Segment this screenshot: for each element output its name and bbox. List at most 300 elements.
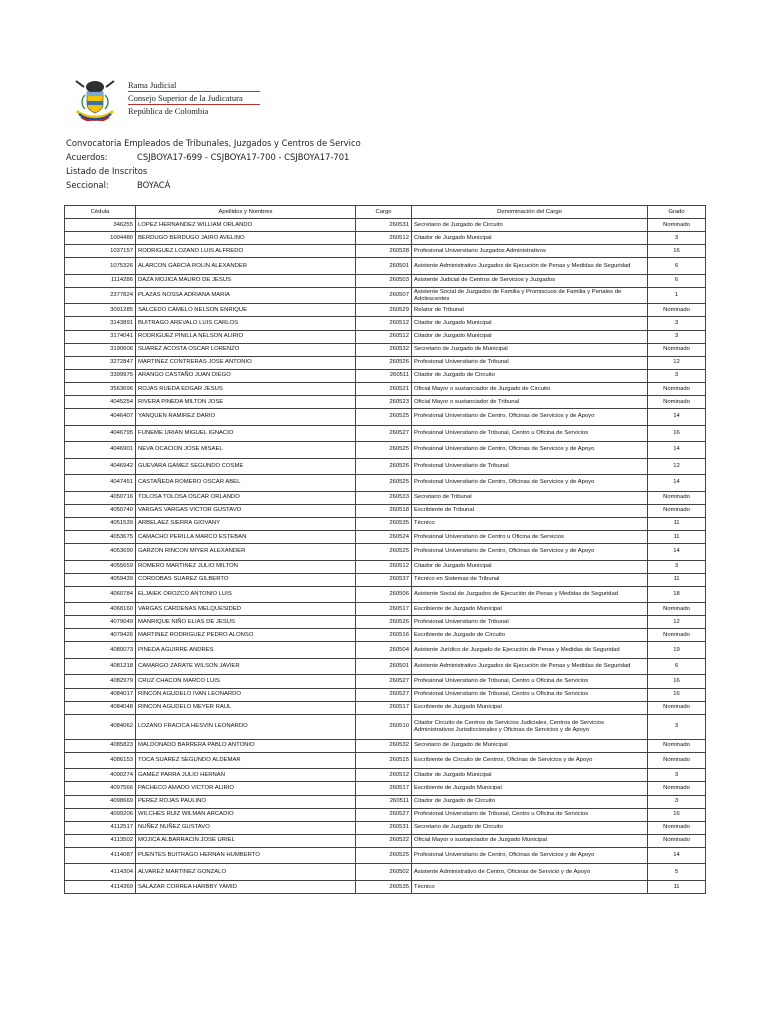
cell-nombre: FUNEME URIAN MIGUEL IGNACIO	[136, 425, 356, 442]
cell-cedula: 4050716	[65, 491, 136, 504]
cell-cedula: 4084048	[65, 701, 136, 714]
org-line-3: República de Colombia	[128, 106, 209, 116]
cell-cargo: 260525	[356, 409, 412, 426]
cell-cargo: 260510	[356, 714, 412, 739]
cell-grado: Nominado	[648, 491, 706, 504]
table-row	[65, 287, 706, 304]
organization-name	[128, 80, 260, 116]
cell-cargo: 260504	[356, 642, 412, 659]
cell-grado: Nominado	[648, 382, 706, 395]
cell-cedula: 4046901	[65, 442, 136, 459]
cell-grado: 1	[648, 287, 706, 304]
cell-cargo: 260525	[356, 847, 412, 864]
table-row	[65, 864, 706, 881]
table-row	[65, 795, 706, 808]
cell-denominacion: Secretario de Juzgado de Circuito	[412, 219, 648, 232]
cell-cargo: 260511	[356, 795, 412, 808]
cell-cedula: 4112517	[65, 821, 136, 834]
cell-nombre: ELJAIEK OROZCO ANTONIO LUIS	[136, 586, 356, 603]
cell-nombre: SALCEDO CAMELO NELSON ENRIQUE	[136, 304, 356, 317]
cell-nombre: PEREZ ROJAS PAULINO	[136, 795, 356, 808]
table-row	[65, 491, 706, 504]
table-row	[65, 396, 706, 409]
cell-cargo: 260507	[356, 287, 412, 304]
cell-denominacion: Citador de Juzgado de Circuito	[412, 795, 648, 808]
cell-cargo: 260522	[356, 834, 412, 847]
cell-nombre: CASTAÑEDA ROMERO OSCAR ABEL	[136, 475, 356, 492]
cell-grado: 16	[648, 245, 706, 258]
cell-nombre: PINEDA AGUIRRE ANDRES	[136, 642, 356, 659]
cell-cargo: 260526	[356, 616, 412, 629]
table-row	[65, 560, 706, 573]
cell-cedula: 4114087	[65, 847, 136, 864]
cell-nombre: ROJAS RUEDA EDGAR JESUS	[136, 382, 356, 395]
cell-grado: 12	[648, 616, 706, 629]
cell-denominacion: Citador de Juzgado Municipal	[412, 769, 648, 782]
cell-grado: Nominado	[648, 701, 706, 714]
cell-nombre: BERDUGO BERDUGO JAIRO AVELINO	[136, 232, 356, 245]
cell-cedula: 4086153	[65, 752, 136, 769]
org-rule	[128, 104, 260, 105]
cell-cedula: 4059439	[65, 573, 136, 586]
table-row	[65, 330, 706, 343]
table-row	[65, 847, 706, 864]
cell-denominacion: Asistente Social de Juzgados de Ejecución de Penas y Medidas de Seguridad	[412, 586, 648, 603]
cell-cedula: 4084062	[65, 714, 136, 739]
cell-nombre: GARZON RINCON MIYER ALEXANDER	[136, 544, 356, 561]
table-row	[65, 544, 706, 561]
cell-grado: 3	[648, 232, 706, 245]
cell-denominacion: Profesional Universitario de Centro, Oficinas de Servicios y de Apoyo	[412, 475, 648, 492]
cell-denominacion: Oficial Mayor o sustanciador de Juzgado de Circuito	[412, 382, 648, 395]
cell-nombre: PACHECO AMADO VICTOR ALIRIO	[136, 782, 356, 795]
table-row	[65, 586, 706, 603]
cell-nombre: VARGAS VARGAS VICTOR GUSTAVO	[136, 504, 356, 517]
cell-grado: Nominado	[648, 504, 706, 517]
table-row	[65, 808, 706, 821]
cell-denominacion: Profesional Universitario de Tribunal, Centro u Oficina de Servicios	[412, 675, 648, 688]
cell-denominacion: Profesional Universitario de Tribunal, Centro u Oficina de Servicios	[412, 808, 648, 821]
cell-cargo: 260515	[356, 752, 412, 769]
cell-nombre: NUÑEZ NUÑEZ GUSTAVO	[136, 821, 356, 834]
cell-grado: 16	[648, 425, 706, 442]
cell-cedula: 4113502	[65, 834, 136, 847]
cell-cedula: 4079426	[65, 629, 136, 642]
cell-nombre: LOZANO FRACICA HESVIN LEONARDO	[136, 714, 356, 739]
table-row	[65, 356, 706, 369]
cell-cargo: 260528	[356, 245, 412, 258]
cell-cedula: 4053690	[65, 544, 136, 561]
table-row	[65, 752, 706, 769]
cell-nombre: MALDONADO BARRERA PABLO ANTONIO	[136, 739, 356, 752]
cell-cargo: 260531	[356, 219, 412, 232]
cell-denominacion: Escribiente de Juzgado Municipal	[412, 701, 648, 714]
table-row	[65, 475, 706, 492]
cell-grado: Nominado	[648, 834, 706, 847]
cell-grado: 14	[648, 847, 706, 864]
cell-cedula: 4047451	[65, 475, 136, 492]
cell-denominacion: Profesional Universitario de Tribunal, Centro u Oficina de Servicios	[412, 688, 648, 701]
table-row	[65, 504, 706, 517]
cell-cedula: 3399975	[65, 369, 136, 382]
cell-nombre: CAMACHO PERILLA MARCO ESTEBAN	[136, 530, 356, 543]
cell-grado: 11	[648, 573, 706, 586]
cell-denominacion: Citador de Juzgado Municipal	[412, 317, 648, 330]
cell-cedula: 4080073	[65, 642, 136, 659]
cell-cargo: 260512	[356, 232, 412, 245]
table-row	[65, 458, 706, 475]
cell-cedula: 4090274	[65, 769, 136, 782]
table-row	[65, 629, 706, 642]
cell-denominacion: Escribiente de Juzgado de Circuito	[412, 629, 648, 642]
table-row	[65, 701, 706, 714]
cell-grado: Nominado	[648, 782, 706, 795]
cell-grado: 3	[648, 795, 706, 808]
table-row	[65, 880, 706, 893]
cell-cedula: 4046942	[65, 458, 136, 475]
table-row	[65, 343, 706, 356]
cell-grado: Nominado	[648, 219, 706, 232]
cell-cedula: 4046407	[65, 409, 136, 426]
table-row	[65, 442, 706, 459]
acuerdos-label: Acuerdos:	[66, 152, 108, 162]
cell-cedula: 2377824	[65, 287, 136, 304]
inscritos-table	[64, 205, 706, 894]
cell-denominacion: Oficial Mayor o sustanciador de Juzgado Municipal	[412, 834, 648, 847]
table-row	[65, 739, 706, 752]
cell-cedula: 4060784	[65, 586, 136, 603]
cell-cargo: 260524	[356, 530, 412, 543]
document-title: Convocatoria Empleados de Tribunales, Juzgados y Centros de Servico	[66, 138, 361, 148]
cell-cedula: 3143891	[65, 317, 136, 330]
table-row	[65, 530, 706, 543]
cell-cedula: 1004480	[65, 232, 136, 245]
cell-nombre: YANQUEN RAMIREZ DARIO	[136, 409, 356, 426]
table-row	[65, 658, 706, 675]
cell-cargo: 260517	[356, 782, 412, 795]
cell-cargo: 260526	[356, 356, 412, 369]
cell-cedula: 1037157	[65, 245, 136, 258]
cell-grado: 6	[648, 274, 706, 287]
cell-cargo: 260512	[356, 560, 412, 573]
cell-cedula: 4068160	[65, 603, 136, 616]
table-row	[65, 616, 706, 629]
cell-denominacion: Oficial Mayor o sustanciador de Tribunal	[412, 396, 648, 409]
cell-denominacion: Profesional Universitario Juzgados Administrativos	[412, 245, 648, 258]
cell-nombre: VARGAS CARDENAS MELQUESIDED	[136, 603, 356, 616]
table-row	[65, 782, 706, 795]
cell-grado: 11	[648, 880, 706, 893]
cell-cargo: 260512	[356, 330, 412, 343]
table-row	[65, 304, 706, 317]
table-row	[65, 769, 706, 782]
cell-nombre: GAMEZ PARRA JULIO HERNAN	[136, 769, 356, 782]
cell-cedula: 3091285	[65, 304, 136, 317]
cell-denominacion: Secretario de Juzgado de Municipal	[412, 343, 648, 356]
table-row	[65, 573, 706, 586]
cell-grado: 11	[648, 517, 706, 530]
cell-grado: 14	[648, 475, 706, 492]
cell-cargo: 260512	[356, 769, 412, 782]
cell-grado: 5	[648, 864, 706, 881]
cell-cargo: 260525	[356, 475, 412, 492]
cell-denominacion: Profesional Universitario de Centro u Oficina de Servicios	[412, 530, 648, 543]
cell-grado: 19	[648, 642, 706, 659]
seccional-value: BOYACÁ	[137, 180, 171, 190]
cell-denominacion: Relator de Tribunal	[412, 304, 648, 317]
cell-denominacion: Asistente Social de Juzgados de Familia y Promiscuos de Familia y Penales de Adolescentes	[412, 287, 648, 304]
cell-cargo: 260533	[356, 491, 412, 504]
cell-grado: 3	[648, 369, 706, 382]
cell-grado: 3	[648, 560, 706, 573]
cell-cedula: 3174041	[65, 330, 136, 343]
cell-denominacion: Profesional Universitario de Centro, Oficinas de Servicios y de Apoyo	[412, 544, 648, 561]
cell-nombre: CORDOBAS SUAREZ GILBERTO	[136, 573, 356, 586]
column-header-cedula: Cédula	[65, 206, 136, 219]
cell-nombre: WILCHES RUIZ WILMAN ARCADIO	[136, 808, 356, 821]
cell-nombre: MARTINEZ CONTRERAS JOSE ANTONIO	[136, 356, 356, 369]
cell-nombre: CRUZ CHACON MARCO LUIS	[136, 675, 356, 688]
cell-grado: 16	[648, 688, 706, 701]
cell-denominacion: Asistente Administrativo Juzgados de Ejecución de Penas y Medidas de Seguridad	[412, 258, 648, 275]
table-row	[65, 274, 706, 287]
cell-nombre: MANRIQUE NIÑO ELIAS DE JESUS	[136, 616, 356, 629]
cell-nombre: ALVAREZ MARTINEZ GONZALO	[136, 864, 356, 881]
org-line-1: Rama Judicial	[128, 80, 177, 90]
cell-nombre: BUITRAGO AREVALO LUIS CARLOS	[136, 317, 356, 330]
cell-cargo: 260516	[356, 629, 412, 642]
cell-nombre: CAMARGO ZARATE WILSON JAVIER	[136, 658, 356, 675]
cell-denominacion: Profesional Universitario de Centro, Oficinas de Servicios y de Apoyo	[412, 847, 648, 864]
cell-denominacion: Escribiente de Circuito de Centros, Oficinas de Servicios y de Apoyo	[412, 752, 648, 769]
letterhead	[64, 74, 364, 124]
cell-cedula: 4097566	[65, 782, 136, 795]
table-row	[65, 317, 706, 330]
cell-denominacion: Asistente Judicial de Centros de Servicios y Juzgados	[412, 274, 648, 287]
cell-cargo: 260523	[356, 396, 412, 409]
cell-denominacion: Asistente Administrativo Juzgados de Ejecución de Penas y Medidas de Seguridad	[412, 658, 648, 675]
cell-grado: Nominado	[648, 739, 706, 752]
cell-grado: 12	[648, 356, 706, 369]
cell-nombre: ARANGO CASTAÑO JUAN DIEGO	[136, 369, 356, 382]
cell-grado: 16	[648, 808, 706, 821]
cell-cargo: 260503	[356, 274, 412, 287]
cell-cedula: 4084017	[65, 688, 136, 701]
cell-cargo: 260532	[356, 343, 412, 356]
cell-denominacion: Técnico	[412, 517, 648, 530]
table-row	[65, 409, 706, 426]
cell-cedula: 4099206	[65, 808, 136, 821]
cell-denominacion: Asistente Administrativo de Centro, Oficinas de Servicio y de Apoyo	[412, 864, 648, 881]
cell-grado: 3	[648, 769, 706, 782]
cell-cedula: 1075326	[65, 258, 136, 275]
table-row	[65, 232, 706, 245]
cell-cargo: 260532	[356, 739, 412, 752]
cell-cargo: 260529	[356, 304, 412, 317]
cell-cargo: 260537	[356, 573, 412, 586]
cell-grado: 6	[648, 258, 706, 275]
cell-grado: 3	[648, 714, 706, 739]
cell-denominacion: Citador Circuito de Centros de Servicios Judiciales, Centros de Servicios Administrativos Jurisdiccionales y Oficinas de Servicios y de Apoyo	[412, 714, 648, 739]
cell-denominacion: Secretario de Tribunal	[412, 491, 648, 504]
cell-denominacion: Profesional Universitario de Centro, Oficinas de Servicios y de Apoyo	[412, 409, 648, 426]
cell-denominacion: Citador de Juzgado Municipal	[412, 330, 648, 343]
cell-nombre: RINCON AGUDELO IVAN LEONARDO	[136, 688, 356, 701]
table-row	[65, 821, 706, 834]
cell-grado: Nominado	[648, 304, 706, 317]
cell-nombre: LOPEZ HERNANDEZ WILLIAM ORLANDO	[136, 219, 356, 232]
cell-nombre: NEVA OCACION JOSE MISAEL	[136, 442, 356, 459]
cell-grado: 6	[648, 658, 706, 675]
cell-nombre: ROMERO MARTINEZ JULIO MILTON	[136, 560, 356, 573]
cell-cargo: 260501	[356, 658, 412, 675]
table-row	[65, 245, 706, 258]
cell-cargo: 260517	[356, 701, 412, 714]
cell-grado: Nominado	[648, 629, 706, 642]
cell-cedula: 4079049	[65, 616, 136, 629]
cell-cedula: 4085823	[65, 739, 136, 752]
cell-denominacion: Citador de Juzgado Municipal	[412, 560, 648, 573]
cell-grado: Nominado	[648, 343, 706, 356]
cell-grado: 14	[648, 442, 706, 459]
cell-denominacion: Escribiente de Juzgado Municipal	[412, 782, 648, 795]
cell-nombre: MOJICA ALBARRACIN JOSE URIEL	[136, 834, 356, 847]
cell-cargo: 260511	[356, 369, 412, 382]
cell-cargo: 260517	[356, 603, 412, 616]
cell-denominacion: Escribiente de Tribunal	[412, 504, 648, 517]
cell-cargo: 260535	[356, 517, 412, 530]
org-line-2: Consejo Superior de la Judicatura	[128, 93, 243, 103]
cell-cargo: 260525	[356, 544, 412, 561]
cell-cedula: 3272847	[65, 356, 136, 369]
cell-cargo: 260502	[356, 864, 412, 881]
cell-nombre: TOCA SUAREZ SEGUNDO ALDEMAR	[136, 752, 356, 769]
table-row	[65, 714, 706, 739]
seccional-label: Seccional:	[66, 180, 109, 190]
column-header-grado: Grado	[648, 206, 706, 219]
cell-grado: 18	[648, 586, 706, 603]
cell-denominacion: Técnico	[412, 880, 648, 893]
cell-cargo: 260525	[356, 442, 412, 459]
cell-grado: 12	[648, 458, 706, 475]
cell-cedula: 346255	[65, 219, 136, 232]
cell-grado: Nominado	[648, 396, 706, 409]
column-header-denominacion: Denominación del Cargo	[412, 206, 648, 219]
cell-cedula: 4114304	[65, 864, 136, 881]
cell-cargo: 260501	[356, 258, 412, 275]
cell-nombre: SUAREZ ACOSTA OSCAR LORENZO	[136, 343, 356, 356]
document-meta	[66, 136, 361, 192]
table-row	[65, 642, 706, 659]
table-row	[65, 382, 706, 395]
cell-cedula: 1114286	[65, 274, 136, 287]
table-body	[65, 219, 706, 894]
table-row	[65, 834, 706, 847]
cell-denominacion: Profesional Universitario de Tribunal	[412, 458, 648, 475]
cell-nombre: GUEVARA GAMEZ SEGUNDO COSME	[136, 458, 356, 475]
cell-cedula: 4082979	[65, 675, 136, 688]
cell-denominacion: Escribiente de Juzgado Municipal	[412, 603, 648, 616]
cell-grado: 14	[648, 409, 706, 426]
cell-nombre: MARTINEZ RODRIGUEZ PEDRO ALONSO	[136, 629, 356, 642]
cell-cargo: 260527	[356, 425, 412, 442]
table-header-row	[65, 206, 706, 219]
cell-denominacion: Secretario de Juzgado de Circuito	[412, 821, 648, 834]
cell-nombre: RINCON AGUDELO MEYER RAUL	[136, 701, 356, 714]
cell-cargo: 260527	[356, 688, 412, 701]
cell-nombre: PLAZAS NOSSA ADRIANA MARIA	[136, 287, 356, 304]
cell-cedula: 4081218	[65, 658, 136, 675]
cell-denominacion: Secretario de Juzgado de Municipal	[412, 739, 648, 752]
column-header-cargo: Cargo	[356, 206, 412, 219]
column-header-nombres: Apellidos y Nombres	[136, 206, 356, 219]
table-row	[65, 675, 706, 688]
cell-denominacion: Citador de Juzgado de Circuito	[412, 369, 648, 382]
cell-cargo: 260531	[356, 821, 412, 834]
cell-cedula: 4114369	[65, 880, 136, 893]
org-rule	[128, 91, 260, 92]
cell-denominacion: Profesional Universitario de Tribunal	[412, 356, 648, 369]
listado-line: Listado de Inscritos	[66, 166, 148, 176]
seccional-line	[66, 178, 361, 192]
cell-denominacion: Profesional Universitario de Tribunal	[412, 616, 648, 629]
table-row	[65, 258, 706, 275]
cell-grado: 14	[648, 544, 706, 561]
table-row	[65, 425, 706, 442]
cell-denominacion: Profesional Universitario de Tribunal, Centro u Oficina de Servicios	[412, 425, 648, 442]
cell-grado: 3	[648, 330, 706, 343]
cell-nombre: RIVERA PINEDA MILTON JOSE	[136, 396, 356, 409]
acuerdos-line	[66, 150, 361, 164]
cell-nombre: RODRIGUEZ PINILLA NELSON ALIRIO	[136, 330, 356, 343]
cell-cedula: 3190606	[65, 343, 136, 356]
cell-cargo: 260512	[356, 317, 412, 330]
cell-cargo: 260535	[356, 880, 412, 893]
cell-cargo: 260527	[356, 808, 412, 821]
cell-nombre: ALARCON GARCIA ROLIN ALEXANDER	[136, 258, 356, 275]
cell-denominacion: Profesional Universitario de Centro, Oficinas de Servicios y de Apoyo	[412, 442, 648, 459]
table-row	[65, 517, 706, 530]
cell-cargo: 260521	[356, 382, 412, 395]
cell-nombre: DAZA MOJICA MAURO DE JESUS	[136, 274, 356, 287]
cell-grado: Nominado	[648, 603, 706, 616]
cell-cedula: 4053675	[65, 530, 136, 543]
cell-cedula: 3563696	[65, 382, 136, 395]
cell-nombre: PUENTES BUITRAGO HERNAN HUMBERTO	[136, 847, 356, 864]
cell-grado: Nominado	[648, 821, 706, 834]
table-row	[65, 688, 706, 701]
table-row	[65, 219, 706, 232]
acuerdos-value: CSJBOYA17-699 - CSJBOYA17-700 - CSJBOYA17-701	[137, 152, 350, 162]
cell-nombre: SALAZAR CORREA HARBBY YAMID	[136, 880, 356, 893]
cell-nombre: RODRIGUEZ LOZANO LUIS ALFREDO	[136, 245, 356, 258]
cell-cedula: 4045254	[65, 396, 136, 409]
cell-denominacion: Citador de Juzgado Municipal	[412, 232, 648, 245]
cell-denominacion: Técnico en Sistemas de Tribunal	[412, 573, 648, 586]
cell-cargo: 260506	[356, 586, 412, 603]
cell-grado: 16	[648, 675, 706, 688]
cell-cedula: 4050740	[65, 504, 136, 517]
cell-cedula: 4055659	[65, 560, 136, 573]
cell-cargo: 260527	[356, 675, 412, 688]
cell-nombre: TOLOSA TOLOSA OSCAR ORLANDO	[136, 491, 356, 504]
cell-cedula: 4098669	[65, 795, 136, 808]
cell-cargo: 260526	[356, 458, 412, 475]
cell-cedula: 4046795	[65, 425, 136, 442]
cell-grado: 11	[648, 530, 706, 543]
cell-grado: 3	[648, 317, 706, 330]
table-row	[65, 603, 706, 616]
